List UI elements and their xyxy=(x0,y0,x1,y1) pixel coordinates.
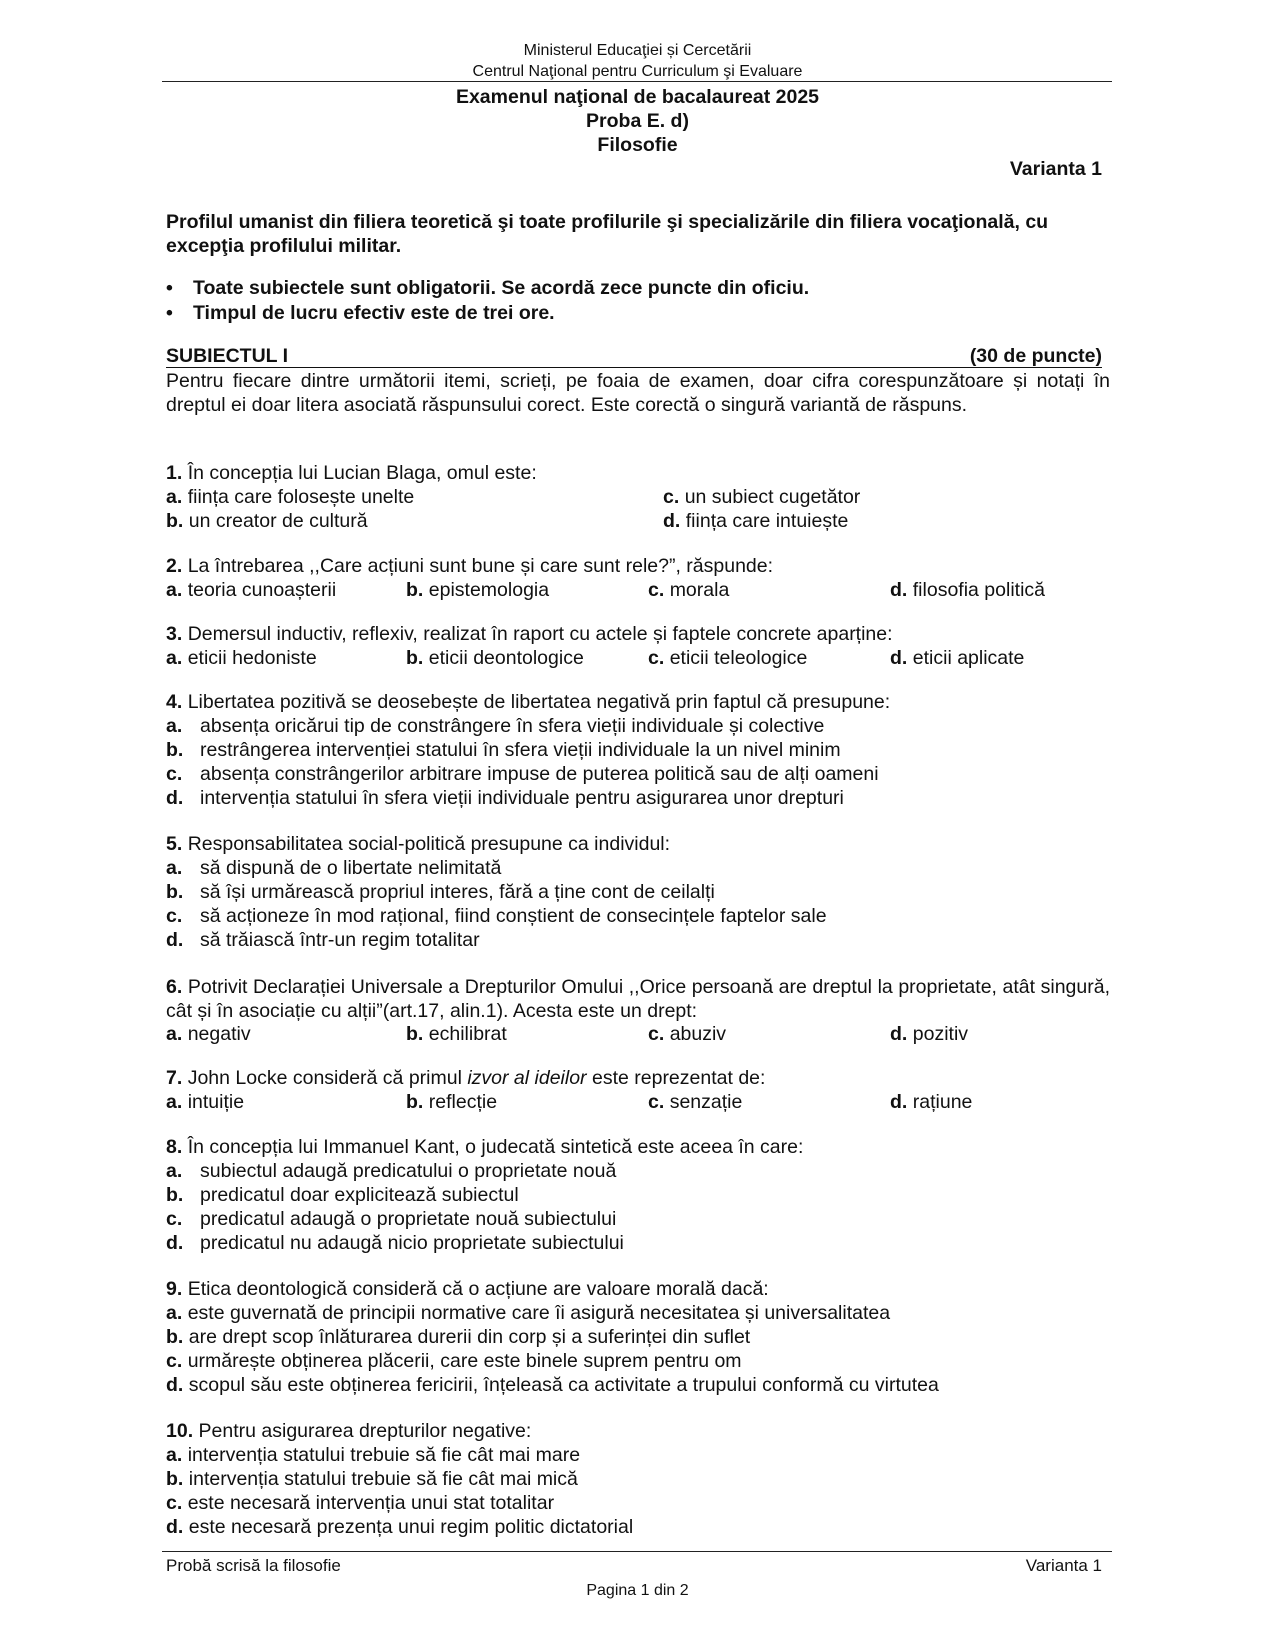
option-1d: d. ființa care intuiește xyxy=(663,510,849,532)
section-heading xyxy=(166,346,1102,368)
ministry-name: Ministerul Educaţiei și Cercetării xyxy=(523,42,752,59)
option-5c: c. să acționeze în mod rațional, fiind conștient de consecințele faptelor sale xyxy=(166,905,827,927)
option-2b: b. epistemologia xyxy=(406,579,550,601)
option-6d: d. pozitiv xyxy=(890,1023,969,1045)
option-8a: a. subiectul adaugă predicatului o proprietate nouă xyxy=(166,1160,617,1182)
section-points: (30 de puncte) xyxy=(969,345,1102,367)
question-8: 8. În concepția lui Immanuel Kant, o judecată sintetică este aceea în care: xyxy=(166,1136,804,1158)
question-3: 3. Demersul inductiv, reflexiv, realizat în raport cu actele și faptele concrete aparține: xyxy=(166,623,893,645)
option-2a: a. teoria cunoașterii xyxy=(166,579,337,601)
option-7d: d. rațiune xyxy=(890,1091,973,1113)
footer-rule xyxy=(162,1551,1112,1552)
option-9a: a. este guvernată de principii normative care îi asigură necesitatea și universalitatea xyxy=(166,1302,891,1324)
option-1a: a. ființa care folosește unelte xyxy=(166,486,415,508)
option-6b: b. echilibrat xyxy=(406,1023,507,1045)
option-8c: c. predicatul adaugă o proprietate nouă subiectului xyxy=(166,1208,617,1230)
header-rule xyxy=(162,81,1112,82)
option-7a: a. intuiție xyxy=(166,1091,245,1113)
option-1c: c. un subiect cugetător xyxy=(663,486,861,508)
option-4b: b. restrângerea intervenției statului în sfera vieții individuale la un nivel minim xyxy=(166,739,841,761)
option-10d: d. este necesară prezența unui regim politic dictatorial xyxy=(166,1516,634,1538)
profile-note: Profilul umanist din filiera teoretică şi toate profilurile şi specializările din filiera vocaţională, cu excepţia profilului militar. xyxy=(166,211,1049,257)
bullet-item: • Timpul de lucru efectiv este de trei ore. xyxy=(166,302,555,324)
question-9: 9. Etica deontologică consideră că o acțiune are valoare morală dacă: xyxy=(166,1278,769,1300)
question-7: 7. John Locke consideră că primul izvor al ideilor este reprezentat de: xyxy=(166,1067,766,1089)
page-number: Pagina 1 din 2 xyxy=(586,1582,689,1599)
option-6a: a. negativ xyxy=(166,1023,251,1045)
question-1: 1. În concepția lui Lucian Blaga, omul este: xyxy=(166,462,537,484)
option-9c: c. urmărește obținerea plăcerii, care este binele suprem pentru om xyxy=(166,1350,742,1372)
option-7c: c. senzație xyxy=(648,1091,743,1113)
question-6: 6. Potrivit Declarației Universale a Drepturilor Omului ,,Orice persoană are dreptul la proprietate, atât singură, cât și în asociație cu alții”(art.17, alin.1). Acesta este un drept: xyxy=(166,976,1110,1022)
exam-proba: Proba E. d) xyxy=(586,110,689,132)
option-5a: a. să dispună de o libertate nelimitată xyxy=(166,857,502,879)
option-4a: a. absența oricărui tip de constrângere în sfera vieții individuale și colective xyxy=(166,715,825,737)
option-1b: b. un creator de cultură xyxy=(166,510,368,532)
question-5: 5. Responsabilitatea social-politică presupune ca individul: xyxy=(166,833,671,855)
section-title: SUBIECTUL I xyxy=(166,345,289,367)
option-3a: a. eticii hedoniste xyxy=(166,647,317,669)
option-3c: c. eticii teleologice xyxy=(648,647,808,669)
option-4d: d. intervenția statului în sfera vieții individuale pentru asigurarea unor drepturi xyxy=(166,787,844,809)
footer-left: Probă scrisă la filosofie xyxy=(166,1556,341,1575)
question-2: 2. La întrebarea ,,Care acțiuni sunt bune și care sunt rele?”, răspunde: xyxy=(166,555,774,577)
section-instructions: Pentru fiecare dintre următorii itemi, scrieți, pe foaia de examen, doar cifra corespunzătoare și notați în dreptul ei doar litera asociată răspunsului corect. Este corectă o singură variantă de răspuns. xyxy=(166,370,1110,416)
option-10c: c. este necesară intervenția unui stat totalitar xyxy=(166,1492,555,1514)
exam-title: Examenul naţional de bacalaureat 2025 xyxy=(455,86,820,108)
option-10a: a. intervenția statului trebuie să fie cât mai mare xyxy=(166,1444,581,1466)
option-9d: d. scopul său este obținerea fericirii, înțeleasă ca activitate a trupului conformă cu virtutea xyxy=(166,1374,939,1396)
option-4c: c. absența constrângerilor arbitrare impuse de puterea politică sau de alți oameni xyxy=(166,763,879,785)
option-10b: b. intervenția statului trebuie să fie cât mai mică xyxy=(166,1468,578,1490)
option-9b: b. are drept scop înlăturarea durerii din corp și a suferinței din suflet xyxy=(166,1326,751,1348)
center-name: Centrul Naţional pentru Curriculum şi Evaluare xyxy=(472,63,803,80)
option-2d: d. filosofia politică xyxy=(890,579,1045,601)
question-10: 10. Pentru asigurarea drepturilor negative: xyxy=(166,1420,532,1442)
option-8d: d. predicatul nu adaugă nicio proprietate subiectului xyxy=(166,1232,624,1254)
question-4: 4. Libertatea pozitivă se deosebește de libertatea negativă prin faptul că presupune: xyxy=(166,691,891,713)
option-8b: b. predicatul doar explicitează subiectul xyxy=(166,1184,519,1206)
option-5d: d. să trăiască într-un regim totalitar xyxy=(166,929,480,951)
bullet-item: • Toate subiectele sunt obligatorii. Se acordă zece puncte din oficiu. xyxy=(166,277,810,299)
option-2c: c. morala xyxy=(648,579,730,601)
exam-subject: Filosofie xyxy=(597,134,678,156)
footer-variant: Varianta 1 xyxy=(1025,1556,1102,1575)
option-3d: d. eticii aplicate xyxy=(890,647,1025,669)
option-7b: b. reflecție xyxy=(406,1091,498,1113)
option-5b: b. să își urmărească propriul interes, fără a ține cont de ceilalți xyxy=(166,881,715,903)
option-6c: c. abuziv xyxy=(648,1023,727,1045)
option-3b: b. eticii deontologice xyxy=(406,647,584,669)
variant-label: Varianta 1 xyxy=(1009,158,1102,180)
